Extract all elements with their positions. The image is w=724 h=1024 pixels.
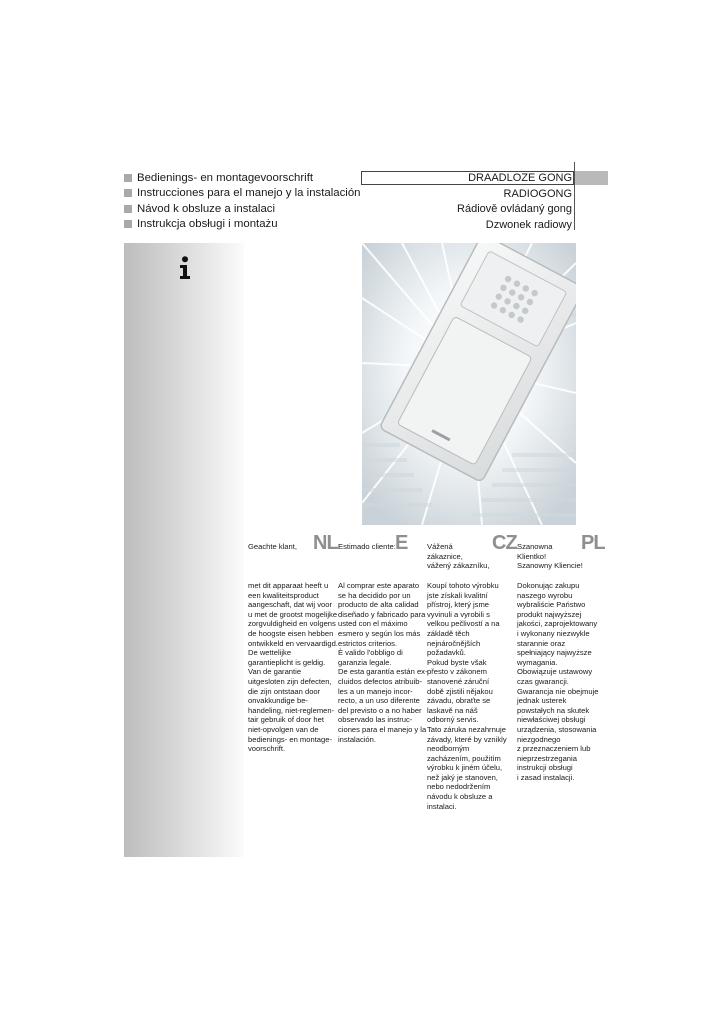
product-photo bbox=[362, 243, 576, 525]
text-line: È valido l'obbligo di bbox=[338, 648, 403, 658]
text-line: naszego wyrobu bbox=[517, 590, 573, 600]
text-line: voorschrift. bbox=[248, 744, 286, 754]
text-line: garantieplicht is geldig. bbox=[248, 657, 326, 667]
text-line: usted con el máximo bbox=[338, 619, 408, 629]
text-line: czas gwarancji. bbox=[517, 676, 569, 686]
text-line: wybraliście Państwo bbox=[517, 600, 586, 610]
greeting bbox=[338, 542, 396, 552]
text-line: neodborným bbox=[427, 744, 470, 754]
text-line: handeling, niet-reglemen- bbox=[248, 705, 335, 715]
text-line: bedienings- en montage- bbox=[248, 734, 333, 744]
text-line: estrictos criterios. bbox=[338, 638, 398, 648]
text-line: recto, a un uso diferente bbox=[338, 696, 420, 706]
product-name-es: RADIOGONG bbox=[503, 187, 572, 200]
greeting-line: Szanowny Kliencie! bbox=[517, 561, 583, 571]
text-line: návodu k obsluze a bbox=[427, 792, 493, 802]
text-line: De esta garantía están ex- bbox=[338, 667, 428, 677]
text-line: garanzia legale. bbox=[338, 657, 392, 667]
language-code: PL bbox=[581, 532, 605, 554]
text-line: Gwarancja nie obejmuje bbox=[517, 686, 599, 696]
text-line: produkt najwyższej bbox=[517, 609, 582, 619]
warranty-text bbox=[427, 581, 507, 811]
text-line: instalación. bbox=[338, 734, 376, 744]
text-line: niezgodnego bbox=[517, 734, 561, 744]
text-line: instrukcji obsługi bbox=[517, 763, 573, 773]
warranty-text bbox=[338, 581, 428, 744]
text-line: z przeznaczeniem lub bbox=[517, 744, 591, 754]
text-line: jednak usterek bbox=[517, 696, 567, 706]
manual-title-nl bbox=[124, 170, 361, 186]
greeting bbox=[427, 542, 489, 571]
manual-title-text: Návod k obsluze a instalaci bbox=[137, 202, 276, 215]
text-line: diseñado y fabricado para bbox=[338, 609, 426, 619]
text-line: se ha decidido por un bbox=[338, 590, 411, 600]
product-name-list bbox=[457, 171, 572, 233]
text-line: u met de grootst mogelijke bbox=[248, 609, 338, 619]
text-line: nieprzestrzegania bbox=[517, 753, 577, 763]
bullet-square bbox=[124, 220, 132, 228]
text-line: nebo nedodržením bbox=[427, 782, 491, 792]
text-line: ciones para el manejo y la bbox=[338, 724, 427, 734]
text-line: než jaký je stanoven, bbox=[427, 772, 498, 782]
text-line: niet-opvolgen van de bbox=[248, 724, 319, 734]
text-line: observado las instruc- bbox=[338, 715, 413, 725]
info-icon bbox=[178, 256, 192, 280]
text-line: onvakkundige be- bbox=[248, 696, 308, 706]
text-line: Pokud byste však bbox=[427, 657, 487, 667]
text-line: niewłaściwej obsługi bbox=[517, 715, 586, 725]
greeting-line: Geachte klant, bbox=[248, 542, 297, 551]
text-line: die zijn ontstaan door bbox=[248, 686, 321, 696]
greeting-line: vážený zákazníku, bbox=[427, 561, 490, 571]
text-line: stanovené záruční bbox=[427, 676, 490, 686]
text-line: uitgesloten zijn defecten, bbox=[248, 676, 332, 686]
text-line: de hoogste eisen hebben bbox=[248, 628, 334, 638]
text-line: přesto v zákonem bbox=[427, 667, 487, 677]
greeting bbox=[517, 542, 583, 571]
greeting bbox=[248, 542, 297, 552]
doorbell-photo-illustration bbox=[362, 243, 576, 525]
manual-title-list bbox=[124, 170, 361, 232]
text-line: producto de alta calidad bbox=[338, 600, 419, 610]
bullet-square bbox=[124, 174, 132, 182]
text-line: zacházením, použitím bbox=[427, 753, 501, 763]
text-line: een kwaliteitsproduct bbox=[248, 590, 319, 600]
text-line: aangeschaft, dat wij voor bbox=[248, 600, 333, 610]
manual-title-es bbox=[124, 186, 361, 202]
text-line: spełniający najwyższe bbox=[517, 648, 592, 658]
warranty-text bbox=[517, 581, 598, 782]
text-line: závady, které by vznikly bbox=[427, 734, 507, 744]
text-line: esmero y según los más bbox=[338, 628, 421, 638]
product-name-nl: DRAADLOZE GONG bbox=[468, 172, 572, 184]
manual-title-cz bbox=[124, 201, 361, 217]
text-line: jakości, zaprojektowany bbox=[517, 619, 598, 629]
text-line: vyvinuli a vyrobili s bbox=[427, 609, 490, 619]
warranty-text bbox=[248, 581, 338, 754]
text-line: výrobku k jiném účelu, bbox=[427, 763, 503, 773]
text-line: velkou pečlivostí a na bbox=[427, 619, 500, 629]
text-line: Dokonując zakupu bbox=[517, 581, 580, 590]
text-line: Van de garantie bbox=[248, 667, 302, 677]
greeting-line: Klientko! bbox=[517, 551, 547, 561]
bullet-square bbox=[124, 205, 132, 213]
text-line: době zjistili nějakou bbox=[427, 686, 493, 696]
text-line: závadu, obraťte se bbox=[427, 696, 491, 706]
greeting-line: Vážená bbox=[427, 542, 453, 551]
text-line: jste získali kvalitní bbox=[427, 590, 488, 600]
language-code: NL bbox=[313, 532, 338, 554]
text-line: Koupí tohoto výrobku bbox=[427, 581, 499, 590]
text-line: powstałych na skutek bbox=[517, 705, 590, 715]
text-line: Tato záruka nezahrnuje bbox=[427, 724, 506, 734]
text-line: met dit apparaat heeft u bbox=[248, 581, 329, 590]
text-line: i zasad instalacji. bbox=[517, 772, 575, 782]
manual-title-pl bbox=[124, 217, 361, 233]
greeting-line: zákaznice, bbox=[427, 551, 463, 561]
text-line: přístroj, který jsme bbox=[427, 600, 490, 610]
text-line: základě těch bbox=[427, 628, 470, 638]
text-line: zorgvuldigheid en volgens bbox=[248, 619, 336, 629]
header-accent-bar bbox=[575, 171, 608, 185]
side-gradient-panel bbox=[124, 243, 244, 857]
text-line: starannie oraz bbox=[517, 638, 566, 648]
greeting-line: Estimado cliente: bbox=[338, 542, 396, 551]
greeting-line: Szanowna bbox=[517, 542, 553, 551]
language-code: E bbox=[395, 532, 408, 554]
text-line: odborný servis. bbox=[427, 715, 479, 725]
text-line: laskavě na náš bbox=[427, 705, 478, 715]
text-line: tair gebruik of door het bbox=[248, 715, 324, 725]
manual-title-text: Instrucciones para el manejo y la instalación bbox=[137, 187, 361, 200]
product-name-pl: Dzwonek radiowy bbox=[485, 218, 572, 231]
text-line: ontwikkeld en vervaardigd. bbox=[248, 638, 338, 648]
manual-title-text: Instrukcja obsługi i montażu bbox=[137, 218, 278, 231]
bullet-square bbox=[124, 189, 132, 197]
text-line: nejnáročnějších bbox=[427, 638, 481, 648]
text-line: les a un manejo incor- bbox=[338, 686, 413, 696]
text-line: Obowiązuje ustawowy bbox=[517, 667, 593, 677]
text-line: instalaci. bbox=[427, 801, 457, 811]
product-name-cz: Rádiově ovládaný gong bbox=[457, 203, 572, 215]
language-code: CZ bbox=[492, 532, 517, 554]
text-line: požadavků. bbox=[427, 648, 466, 658]
manual-title-text: Bedienings- en montagevoorschrift bbox=[137, 171, 314, 184]
text-line: wymagania. bbox=[517, 657, 558, 667]
text-line: Al comprar este aparato bbox=[338, 581, 420, 590]
text-line: urządzenia, stosowania bbox=[517, 724, 597, 734]
text-line: del previsto o a no haber bbox=[338, 705, 422, 715]
text-line: i wykonany niezwykle bbox=[517, 628, 590, 638]
text-line: De wettelijke bbox=[248, 648, 292, 658]
text-line: cluidos defectos atribuib- bbox=[338, 676, 422, 686]
